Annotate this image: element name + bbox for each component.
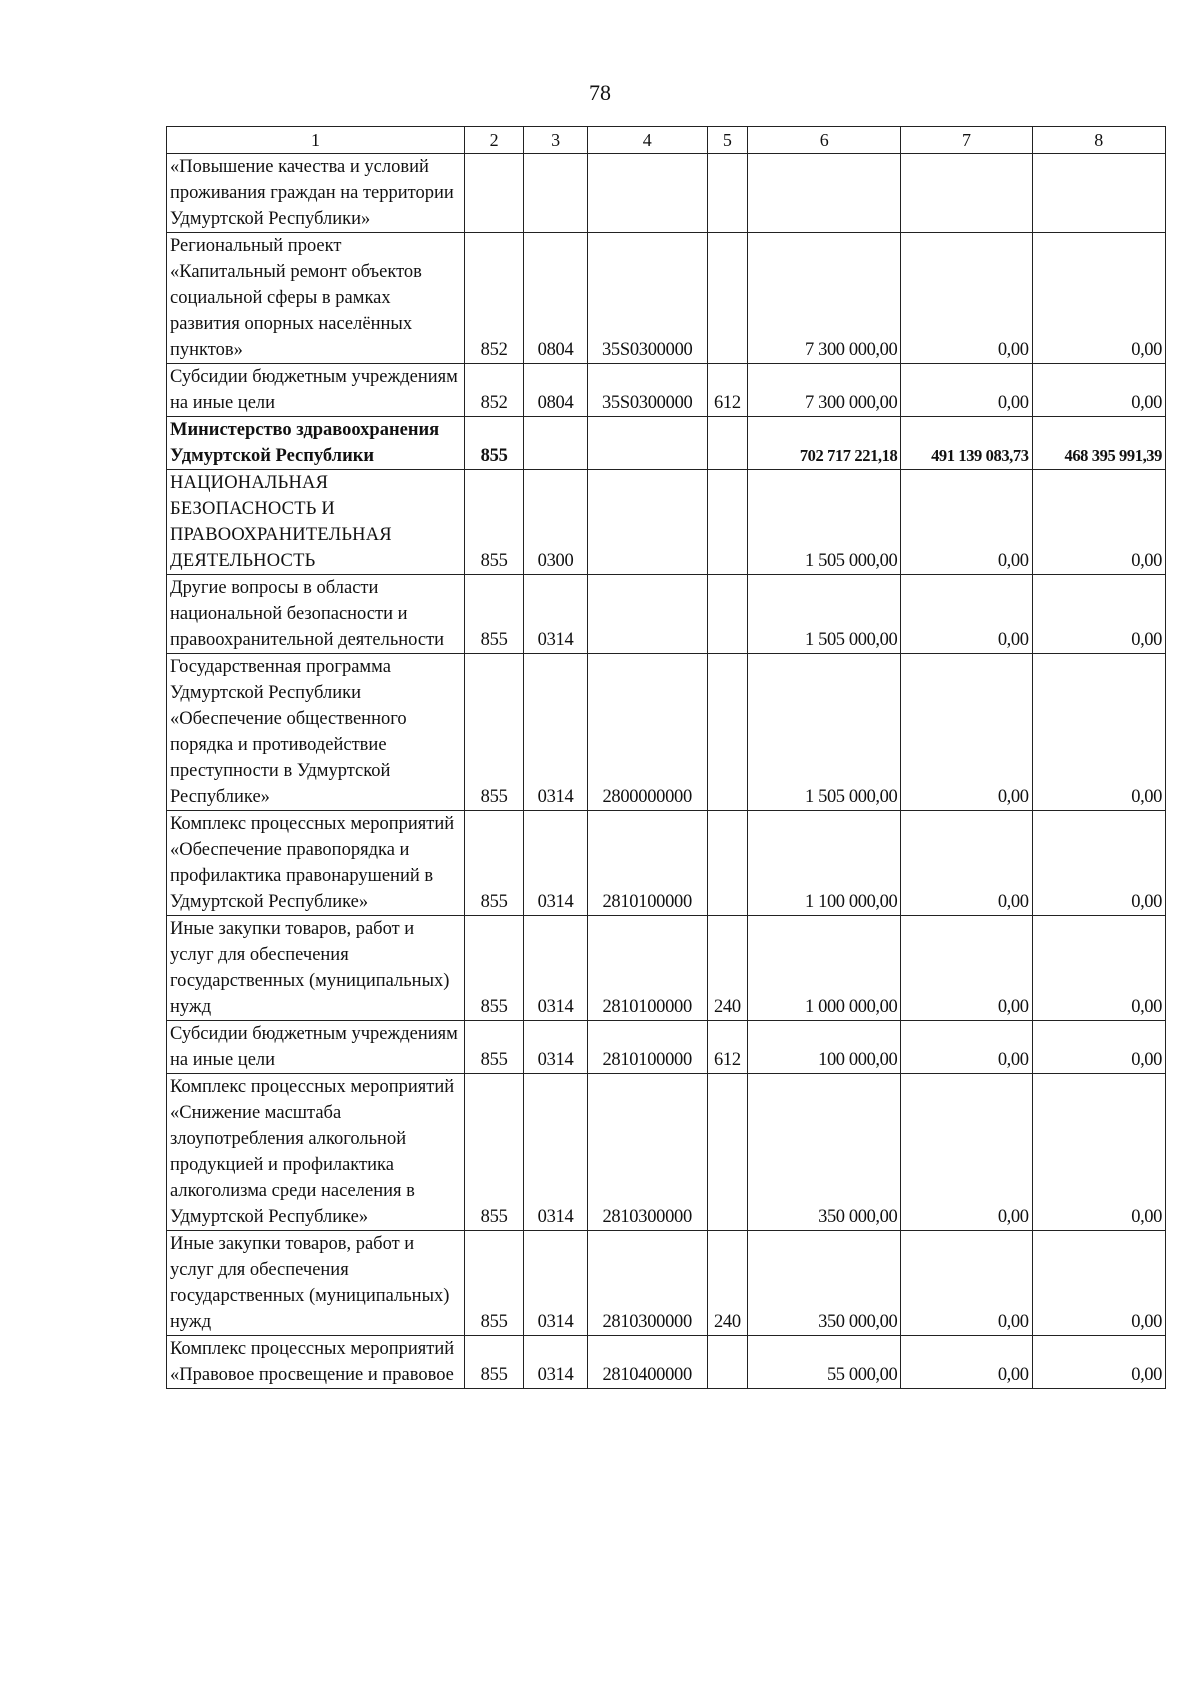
cell-section: 0314 — [524, 916, 588, 1021]
cell-amount-6: 55 000,00 — [748, 1336, 901, 1389]
cell-amount-7: 491 139 083,73 — [901, 417, 1032, 470]
cell-amount-6: 1 100 000,00 — [748, 811, 901, 916]
cell-amount-7: 0,00 — [901, 811, 1032, 916]
column-header: 7 — [901, 127, 1032, 154]
cell-target-article: 2810100000 — [587, 811, 707, 916]
budget-table — [166, 126, 1166, 1389]
column-header: 3 — [524, 127, 588, 154]
table-row — [167, 575, 1166, 654]
row-name: НАЦИОНАЛЬНАЯ БЕЗОПАСНОСТЬ И ПРАВООХРАНИТЕЛЬНАЯ ДЕЯТЕЛЬНОСТЬ — [167, 470, 465, 575]
table-row — [167, 1021, 1166, 1074]
cell-amount-8: 0,00 — [1032, 233, 1165, 364]
cell-amount-6: 1 505 000,00 — [748, 575, 901, 654]
table-row — [167, 654, 1166, 811]
cell-amount-6: 7 300 000,00 — [748, 364, 901, 417]
table-header-row — [167, 127, 1166, 154]
table-row — [167, 1336, 1166, 1389]
cell-expense-type: 612 — [707, 1021, 748, 1074]
cell-amount-6: 1 505 000,00 — [748, 470, 901, 575]
cell-chapter — [464, 154, 523, 233]
table-row — [167, 811, 1166, 916]
cell-amount-8: 0,00 — [1032, 1021, 1165, 1074]
cell-amount-6 — [748, 154, 901, 233]
cell-expense-type — [707, 233, 748, 364]
cell-section — [524, 154, 588, 233]
cell-chapter: 855 — [464, 916, 523, 1021]
cell-section: 0314 — [524, 654, 588, 811]
cell-chapter: 855 — [464, 1021, 523, 1074]
cell-target-article: 2810400000 — [587, 1336, 707, 1389]
row-name: Министерство здравоохранения Удмуртской Республики — [167, 417, 465, 470]
table-row — [167, 233, 1166, 364]
cell-amount-8: 0,00 — [1032, 364, 1165, 417]
row-name: «Повышение качества и условий проживания граждан на территории Удмуртской Республики» — [167, 154, 465, 233]
row-name: Иные закупки товаров, работ и услуг для обеспечения государственных (муниципальных) нужд — [167, 916, 465, 1021]
row-name: Другие вопросы в области национальной безопасности и правоохранительной деятельности — [167, 575, 465, 654]
cell-target-article: 35S0300000 — [587, 233, 707, 364]
cell-amount-6: 350 000,00 — [748, 1074, 901, 1231]
cell-section: 0804 — [524, 233, 588, 364]
cell-amount-7: 0,00 — [901, 364, 1032, 417]
cell-section: 0314 — [524, 575, 588, 654]
cell-expense-type — [707, 811, 748, 916]
cell-expense-type — [707, 154, 748, 233]
table-row — [167, 1074, 1166, 1231]
column-header: 6 — [748, 127, 901, 154]
cell-amount-8: 0,00 — [1032, 470, 1165, 575]
cell-expense-type — [707, 1074, 748, 1231]
cell-amount-7: 0,00 — [901, 233, 1032, 364]
cell-amount-8: 0,00 — [1032, 1231, 1165, 1336]
cell-chapter: 855 — [464, 1074, 523, 1231]
cell-amount-8: 0,00 — [1032, 811, 1165, 916]
table-row — [167, 364, 1166, 417]
row-name: Субсидии бюджетным учреждениям на иные цели — [167, 1021, 465, 1074]
cell-target-article — [587, 575, 707, 654]
cell-chapter: 852 — [464, 364, 523, 417]
cell-amount-7: 0,00 — [901, 654, 1032, 811]
cell-expense-type — [707, 575, 748, 654]
cell-target-article — [587, 154, 707, 233]
cell-target-article — [587, 417, 707, 470]
cell-amount-8: 468 395 991,39 — [1032, 417, 1165, 470]
cell-amount-8: 0,00 — [1032, 916, 1165, 1021]
cell-amount-6: 350 000,00 — [748, 1231, 901, 1336]
row-name: Комплекс процессных мероприятий «Обеспечение правопорядка и профилактика правонарушений в Удмуртской Республике» — [167, 811, 465, 916]
cell-expense-type: 240 — [707, 916, 748, 1021]
cell-target-article — [587, 470, 707, 575]
cell-section: 0300 — [524, 470, 588, 575]
cell-amount-8: 0,00 — [1032, 654, 1165, 811]
cell-amount-6: 7 300 000,00 — [748, 233, 901, 364]
cell-target-article: 2810100000 — [587, 1021, 707, 1074]
cell-chapter: 852 — [464, 233, 523, 364]
row-name: Комплекс процессных мероприятий «Снижение масштаба злоупотребления алкогольной продукцией и профилактика алкоголизма среди населения в Удмуртской Республике» — [167, 1074, 465, 1231]
cell-amount-6: 1 000 000,00 — [748, 916, 901, 1021]
cell-amount-8 — [1032, 154, 1165, 233]
cell-amount-7: 0,00 — [901, 1021, 1032, 1074]
cell-amount-7: 0,00 — [901, 1231, 1032, 1336]
cell-section: 0314 — [524, 1021, 588, 1074]
cell-amount-7: 0,00 — [901, 916, 1032, 1021]
cell-expense-type: 612 — [707, 364, 748, 417]
cell-amount-8: 0,00 — [1032, 575, 1165, 654]
cell-amount-8: 0,00 — [1032, 1336, 1165, 1389]
cell-amount-6: 702 717 221,18 — [748, 417, 901, 470]
cell-target-article: 35S0300000 — [587, 364, 707, 417]
table-row — [167, 154, 1166, 233]
column-header: 4 — [587, 127, 707, 154]
cell-section: 0314 — [524, 811, 588, 916]
cell-section: 0314 — [524, 1074, 588, 1231]
cell-chapter: 855 — [464, 1231, 523, 1336]
cell-amount-6: 100 000,00 — [748, 1021, 901, 1074]
row-name: Государственная программа Удмуртской Республики «Обеспечение общественного порядка и противодействие преступности в Удмуртской Республике» — [167, 654, 465, 811]
column-header: 5 — [707, 127, 748, 154]
cell-section: 0804 — [524, 364, 588, 417]
cell-section: 0314 — [524, 1231, 588, 1336]
cell-chapter: 855 — [464, 811, 523, 916]
table-row — [167, 1231, 1166, 1336]
column-header: 1 — [167, 127, 465, 154]
cell-amount-8: 0,00 — [1032, 1074, 1165, 1231]
cell-target-article: 2810300000 — [587, 1231, 707, 1336]
cell-amount-7: 0,00 — [901, 1336, 1032, 1389]
table-row — [167, 417, 1166, 470]
cell-expense-type — [707, 417, 748, 470]
cell-chapter: 855 — [464, 1336, 523, 1389]
cell-section: 0314 — [524, 1336, 588, 1389]
cell-expense-type — [707, 1336, 748, 1389]
cell-amount-7: 0,00 — [901, 470, 1032, 575]
column-header: 2 — [464, 127, 523, 154]
row-name: Иные закупки товаров, работ и услуг для обеспечения государственных (муниципальных) нужд — [167, 1231, 465, 1336]
cell-expense-type — [707, 654, 748, 811]
cell-amount-7: 0,00 — [901, 1074, 1032, 1231]
cell-section — [524, 417, 588, 470]
table-row — [167, 470, 1166, 575]
cell-amount-6: 1 505 000,00 — [748, 654, 901, 811]
column-header: 8 — [1032, 127, 1165, 154]
row-name: Комплекс процессных мероприятий «Правовое просвещение и правовое — [167, 1336, 465, 1389]
cell-chapter: 855 — [464, 575, 523, 654]
row-name: Субсидии бюджетным учреждениям на иные цели — [167, 364, 465, 417]
cell-target-article: 2810100000 — [587, 916, 707, 1021]
page-number: 78 — [589, 80, 611, 105]
cell-chapter: 855 — [464, 470, 523, 575]
cell-target-article: 2810300000 — [587, 1074, 707, 1231]
cell-target-article: 2800000000 — [587, 654, 707, 811]
cell-amount-7: 0,00 — [901, 575, 1032, 654]
cell-chapter: 855 — [464, 654, 523, 811]
row-name: Региональный проект «Капитальный ремонт объектов социальной сферы в рамках развития опорных населённых пунктов» — [167, 233, 465, 364]
cell-expense-type — [707, 470, 748, 575]
cell-chapter: 855 — [464, 417, 523, 470]
cell-amount-7 — [901, 154, 1032, 233]
cell-expense-type: 240 — [707, 1231, 748, 1336]
table-row — [167, 916, 1166, 1021]
